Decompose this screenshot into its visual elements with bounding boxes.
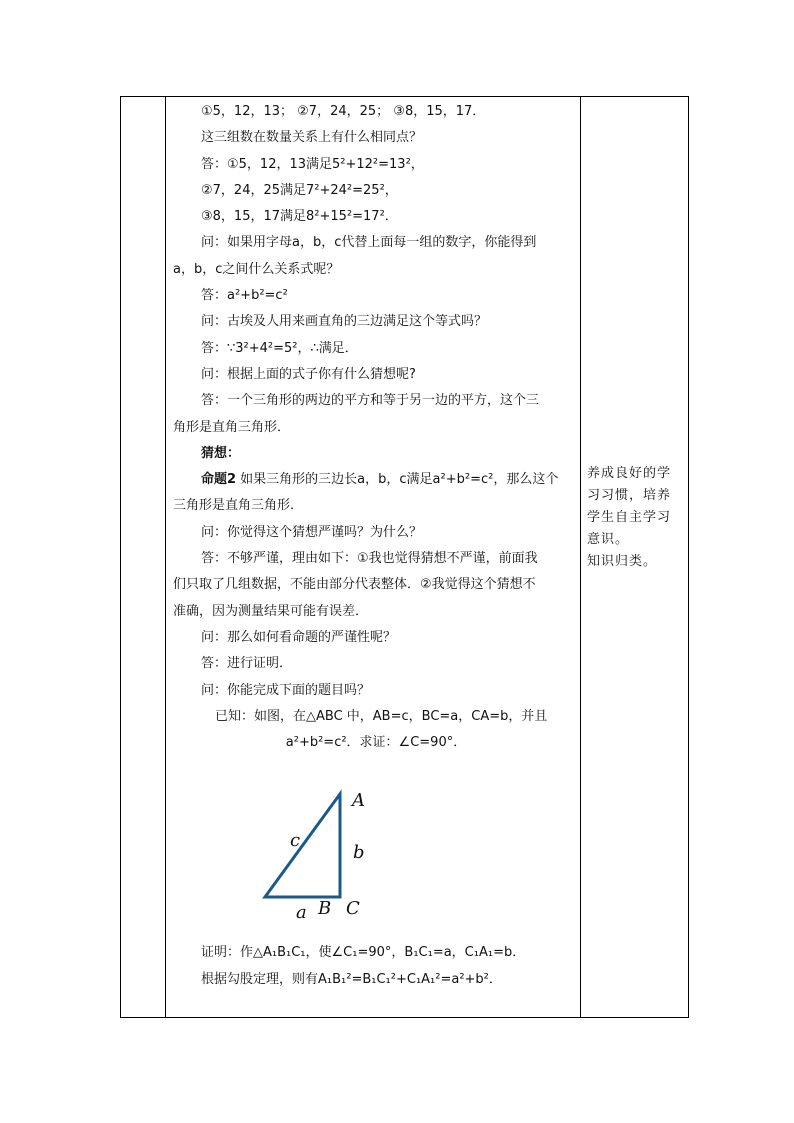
proposition-line [173,467,579,493]
text-line: 问：你觉得这个猜想严谨吗？为什么？ [201,524,423,540]
proof-line: 根据勾股定理，则有A₁B₁²=B₁C₁²+C₁A₁²=a²+b²． [201,971,502,987]
column-divider-2 [580,97,581,1017]
note-line: 习习惯，培养 [587,488,672,503]
text-line: 问：你能完成下面的题目吗？ [201,682,371,698]
text-line: 答：∵3²+4²=5²，∴满足． [201,340,358,356]
text-line: 问：根据上面的式子你有什么猜想呢? [201,366,416,382]
text-line: ③8，15，17满足8²+15²=17²． [201,209,398,225]
note-line: 意识。 [587,532,630,547]
vertex-label-b: B [318,898,332,919]
text-line: 准确，因为测量结果可能有误差． [173,603,369,619]
vertex-label-a: A [352,790,365,811]
side-label-a: a [296,902,307,923]
text-line: 答：不够严谨，理由如下：①我也觉得猜想不严谨，前面我 [201,551,538,567]
text-line: 这三组数在数量关系上有什么相同点？ [201,130,423,146]
proposition-text: 如果三角形的三边长a，b，c满足a²+b²=c²，那么这个 [236,472,559,488]
prove-line: a²+b²=c²．求证：∠C=90°． [285,735,467,751]
text-line: 答：a²+b²=c² [201,288,288,304]
text-line: ①5，12，13； ②7，24，25； ③8，15，17． [201,104,486,119]
side-label-b: b [353,842,365,863]
proposition-label: 命题2 [201,472,237,488]
text-line: 答：一个三角形的两边的平方和等于另一边的平方，这个三 [201,393,540,409]
given-line: 已知：如图，在△ABC 中，AB=c，BC=a，CA=b，并且 [215,708,548,724]
text-line: 答：①5，12，13满足5²+12²=13²， [201,156,424,172]
text-line: 问：那么如何看命题的严谨性呢？ [201,629,397,645]
note-line: 知识归类。 [587,554,658,569]
right-triangle [265,794,340,897]
text-line: 们只取了几组数据，不能由部分代表整体．②我觉得这个猜想不 [173,577,536,593]
proof-line: 证明：作△A₁B₁C₁，使∠C₁=90°，B₁C₁=a，C₁A₁=b． [201,945,526,961]
conjecture-heading: 猜想： [201,445,241,461]
side-label-c: c [290,830,301,851]
note-line: 学生自主学习 [587,510,672,525]
note-line: 养成良好的学 [587,466,672,481]
text-line: 问：如果用字母a，b，c代替上面每一组的数字，你能得到 [201,235,537,251]
triangle-figure [190,784,450,924]
text-line: 答：进行证明． [201,656,293,672]
text-line: a，b，c之间什么关系式呢？ [173,261,340,277]
text-line: 问：古埃及人用来画直角的三边满足这个等式吗？ [201,314,488,330]
teaching-notes [587,463,683,573]
text-line: 角形是直角三角形． [173,419,291,435]
column-divider-1 [165,97,166,1017]
text-line: 三角形是直角三角形． [173,498,304,514]
text-line: ②7，24，25满足7²+24²=25²， [201,182,398,198]
vertex-label-c: C [346,898,360,919]
